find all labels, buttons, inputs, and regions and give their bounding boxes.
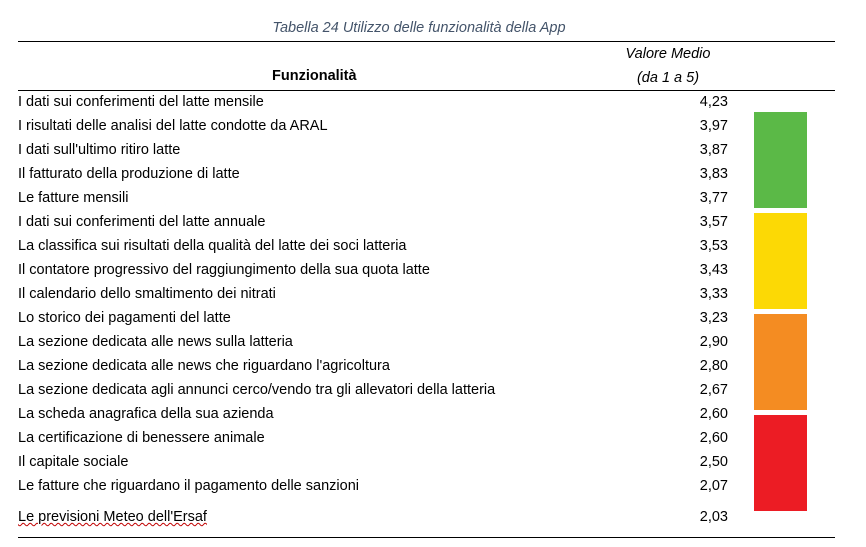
row-function: Le fatture mensili xyxy=(18,190,129,206)
table-row xyxy=(18,426,738,450)
row-value: 3,83 xyxy=(699,166,728,182)
table-caption: Tabella 24 Utilizzo delle funzionalità della App xyxy=(272,20,566,36)
row-value: 3,77 xyxy=(699,190,728,206)
row-function: Il fatturato della produzione di latte xyxy=(18,166,240,182)
table-row xyxy=(18,354,738,378)
row-function: La certificazione di benessere animale xyxy=(18,430,265,446)
row-function: I dati sui conferimenti del latte annuale xyxy=(18,214,266,230)
row-function: La sezione dedicata agli annunci cerco/vendo tra gli allevatori della latteria xyxy=(18,382,496,398)
row-function: La scheda anagrafica della sua azienda xyxy=(18,406,274,422)
row-value: 3,53 xyxy=(699,238,728,254)
green-band xyxy=(754,112,807,208)
value-header-line1: Valore Medio xyxy=(625,46,711,62)
red-band xyxy=(754,415,807,511)
orange-band xyxy=(754,314,807,410)
row-value: 3,23 xyxy=(699,310,728,326)
function-header: Funzionalità xyxy=(272,68,357,84)
row-value: 2,50 xyxy=(699,454,728,470)
row-function: Il contatore progressivo del raggiungimento della sua quota latte xyxy=(18,262,430,278)
row-value: 3,57 xyxy=(699,214,728,230)
row-function: I risultati delle analisi del latte condotte da ARAL xyxy=(18,118,328,134)
table-row xyxy=(18,138,738,162)
table-row xyxy=(18,258,738,282)
row-value: 2,67 xyxy=(699,382,728,398)
row-function: Le previsioni Meteo dell'Ersaf xyxy=(18,509,207,525)
table-row xyxy=(18,234,738,258)
row-value: 2,80 xyxy=(699,358,728,374)
table-row xyxy=(18,306,738,330)
table-row xyxy=(18,186,738,210)
row-function: La sezione dedicata alle news sulla latteria xyxy=(18,334,293,350)
table-row xyxy=(18,450,738,474)
row-function: Lo storico dei pagamenti del latte xyxy=(18,310,231,326)
row-value: 2,07 xyxy=(699,478,728,494)
row-function: I dati sui conferimenti del latte mensile xyxy=(18,94,264,110)
row-function: Il capitale sociale xyxy=(18,454,129,470)
row-function: La sezione dedicata alle news che riguardano l'agricoltura xyxy=(18,358,390,374)
table-row xyxy=(18,114,738,138)
table-row xyxy=(18,505,738,529)
row-value: 2,60 xyxy=(699,406,728,422)
row-value: 3,87 xyxy=(699,142,728,158)
table-row xyxy=(18,90,738,114)
table-row xyxy=(18,282,738,306)
row-value: 3,97 xyxy=(699,118,728,134)
row-function: Il calendario dello smaltimento dei nitrati xyxy=(18,286,276,302)
row-value: 3,33 xyxy=(699,286,728,302)
value-header-line2: (da 1 a 5) xyxy=(636,70,700,86)
row-value: 2,90 xyxy=(699,334,728,350)
table-row xyxy=(18,474,738,498)
row-value: 4,23 xyxy=(699,94,728,110)
table-row xyxy=(18,330,738,354)
yellow-band xyxy=(754,213,807,309)
row-function: La classifica sui risultati della qualità del latte dei soci latteria xyxy=(18,238,407,254)
table-row xyxy=(18,378,738,402)
row-value: 2,03 xyxy=(699,509,728,525)
row-function: I dati sull'ultimo ritiro latte xyxy=(18,142,181,158)
row-value: 2,60 xyxy=(699,430,728,446)
row-function: Le fatture che riguardano il pagamento delle sanzioni xyxy=(18,478,359,494)
table-row xyxy=(18,162,738,186)
table-row xyxy=(18,210,738,234)
bottom-rule xyxy=(18,537,835,538)
row-value: 3,43 xyxy=(699,262,728,278)
table-row xyxy=(18,402,738,426)
